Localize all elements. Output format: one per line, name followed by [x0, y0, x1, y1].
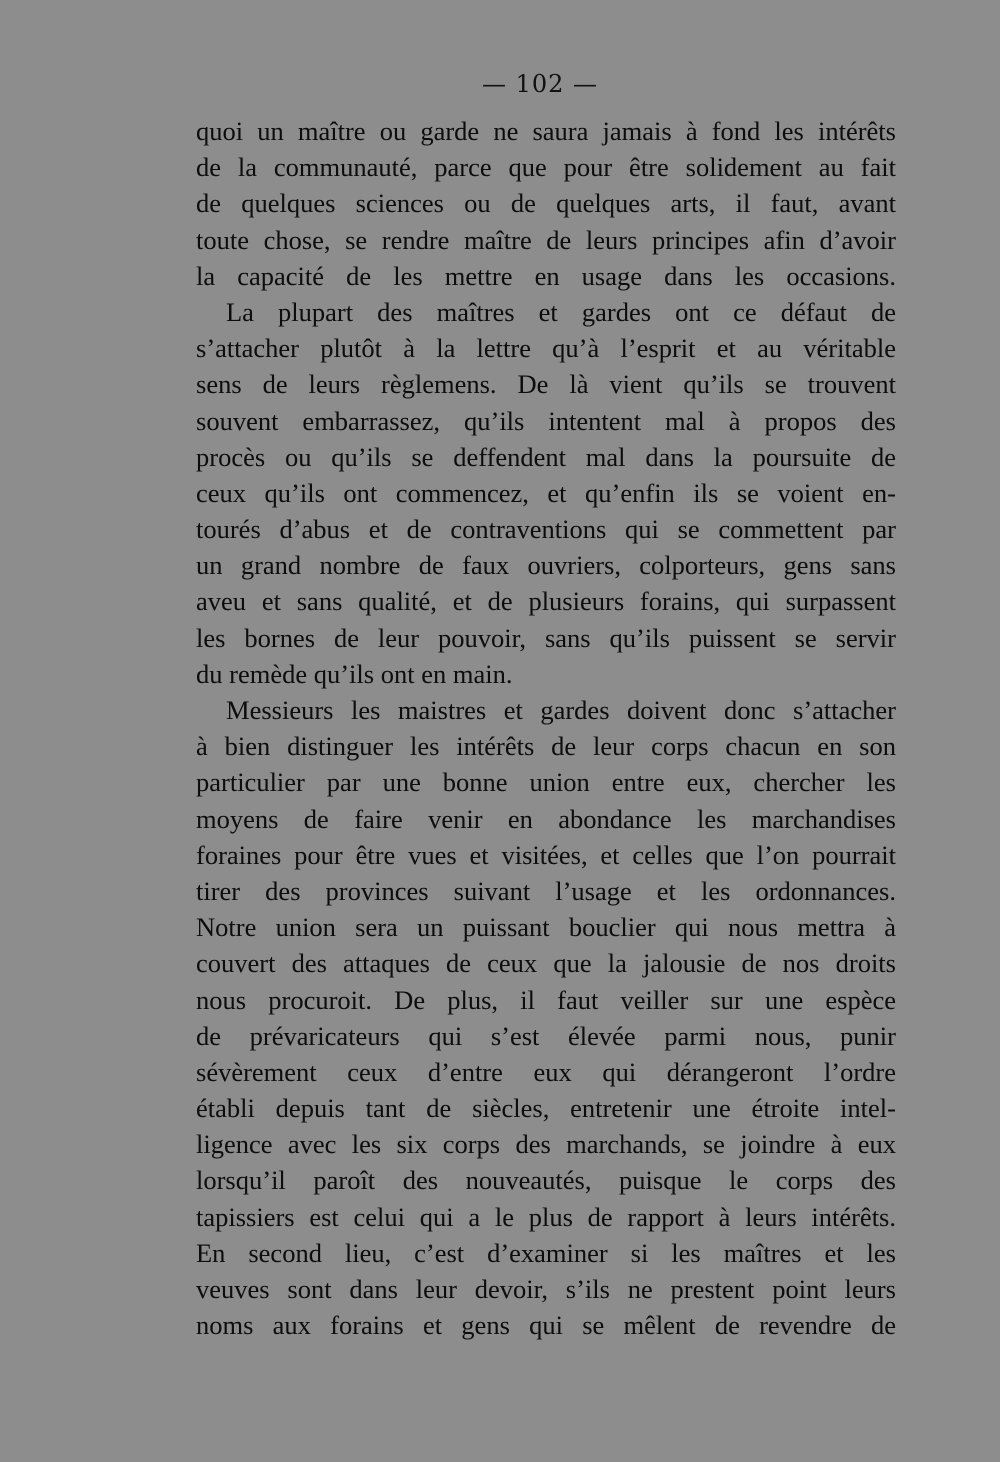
- text-line: couvert des attaques de ceux que la jalousie de nos droits: [196, 948, 896, 979]
- page-body-text: [196, 113, 896, 1343]
- text-line: nous procuroit. De plus, il faut veiller sur une espèce: [196, 984, 896, 1015]
- text-line: moyens de faire venir en abondance les marchandises: [196, 803, 896, 834]
- text-line: s’attacher plutôt à la lettre qu’à l’esprit et au véritable: [196, 333, 896, 364]
- paragraph: [196, 692, 896, 1343]
- text-line: particulier par une bonne union entre eux, chercher les: [196, 767, 896, 798]
- text-line: Messieurs les maistres et gardes doivent donc s’attacher: [226, 695, 896, 725]
- text-line: tourés d’abus et de contraventions qui se commettent par: [196, 514, 896, 545]
- text-line: du remède qu’ils ont en main.: [196, 658, 513, 689]
- text-line: En second lieu, c’est d’examiner si les maîtres et les: [196, 1237, 896, 1268]
- text-line: établi depuis tant de siècles, entretenir une étroite intel-: [196, 1093, 896, 1124]
- text-line: la capacité de les mettre en usage dans les occasions.: [196, 260, 896, 291]
- paragraph: [196, 113, 896, 294]
- text-line: les bornes de leur pouvoir, sans qu’ils puissent se servir: [196, 622, 896, 653]
- page-number: — 102 —: [481, 70, 599, 98]
- paragraph: [196, 294, 896, 692]
- text-line: veuves sont dans leur devoir, s’ils ne prestent point leurs: [196, 1274, 896, 1304]
- text-line: La plupart des maîtres et gardes ont ce défaut de: [226, 296, 896, 327]
- text-line: Notre union sera un puissant bouclier qui nous mettra à: [196, 912, 896, 943]
- text-line: lorsqu’il paroît des nouveautés, puisque le corps des: [196, 1165, 896, 1196]
- text-line: de quelques sciences ou de quelques arts, il faut, avant: [196, 188, 896, 219]
- text-line: tirer des provinces suivant l’usage et les ordonnances.: [196, 875, 896, 906]
- text-line: procès ou qu’ils se deffendent mal dans la poursuite de: [196, 441, 896, 472]
- text-line: ligence avec les six corps des marchands, se joindre à eux: [196, 1129, 896, 1160]
- text-line: de la communauté, parce que pour être solidement au fait: [196, 152, 896, 183]
- text-line: tapissiers est celui qui a le plus de rapport à leurs intérêts.: [196, 1201, 896, 1232]
- text-line: sens de leurs règlemens. De là vient qu’ils se trouvent: [196, 369, 896, 400]
- text-line: sévèrement ceux d’entre eux qui dérangeront l’ordre: [196, 1056, 896, 1087]
- text-line: à bien distinguer les intérêts de leur corps chacun en son: [196, 731, 896, 762]
- text-line: foraines pour être vues et visitées, et celles que l’on pourrait: [196, 839, 896, 870]
- text-line: toute chose, se rendre maître de leurs principes afin d’avoir: [196, 224, 896, 255]
- text-line: souvent embarrassez, qu’ils intentent mal à propos des: [196, 405, 896, 436]
- text-line: noms aux forains et gens qui se mêlent de revendre de: [196, 1310, 896, 1341]
- text-line: de prévaricateurs qui s’est élevée parmi nous, punir: [196, 1020, 896, 1051]
- text-line: ceux qu’ils ont commencez, et qu’enfin ils se voient en-: [196, 477, 896, 508]
- text-line: aveu et sans qualité, et de plusieurs forains, qui surpassent: [196, 586, 896, 617]
- text-line: quoi un maître ou garde ne saura jamais à fond les intérêts: [196, 116, 896, 146]
- text-line: un grand nombre de faux ouvriers, colporteurs, gens sans: [196, 550, 896, 581]
